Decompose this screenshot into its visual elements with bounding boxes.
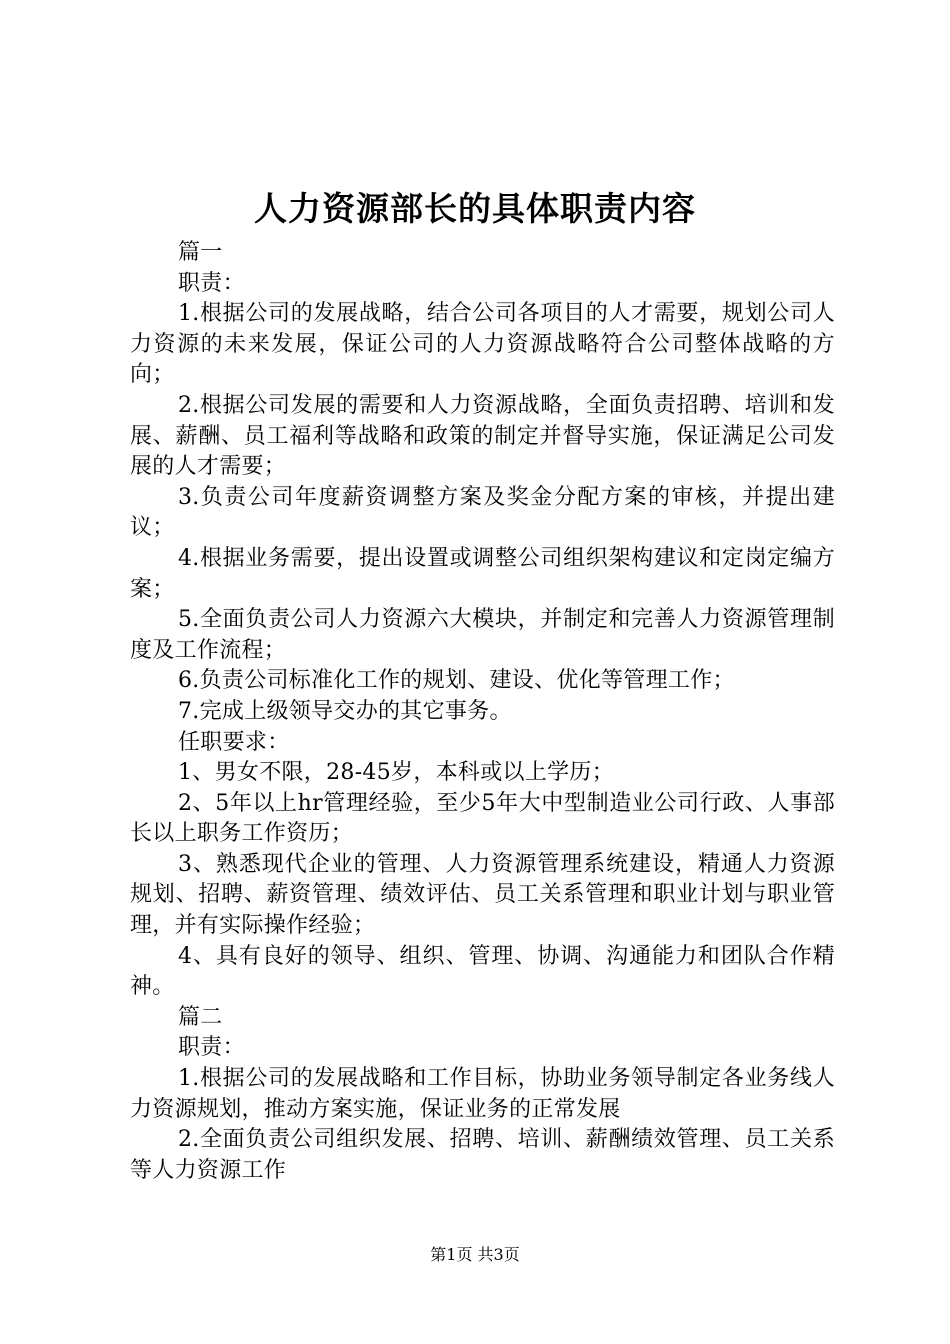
- document-title: 人力资源部长的具体职责内容: [254, 189, 696, 228]
- paragraph: 2、5年以上hr管理经验，至少5年大中型制造业公司行政、人事部长以上职务工作资历；: [130, 790, 835, 847]
- duties-heading-2: 职责：: [178, 1035, 245, 1061]
- page-footer: 第1页 共3页: [430, 1245, 520, 1264]
- paragraph: 2.根据公司发展的需要和人力资源战略，全面负责招聘、培训和发展、薪酬、员工福利等战略和政策的制定并督导实施，保证满足公司发展的人才需要；: [130, 392, 835, 480]
- paragraph: 7.完成上级领导交办的其它事务。: [178, 698, 512, 724]
- paragraph: 1、男女不限，28-45岁，本科或以上学历；: [178, 760, 615, 786]
- paragraph: 4.根据业务需要，提出设置或调整公司组织架构建议和定岗定编方案；: [130, 545, 835, 602]
- section-heading-2: 篇二: [178, 1004, 223, 1030]
- section-heading-1: 篇一: [178, 240, 223, 265]
- duties-heading-1: 职责：: [178, 270, 245, 296]
- paragraph: 1.根据公司的发展战略，结合公司各项目的人才需要，规划公司人力资源的未来发展，保证公司的人力资源战略符合公司整体战略的方向；: [130, 301, 835, 388]
- requirements-heading: 任职要求：: [178, 729, 290, 755]
- paragraph: 5.全面负责公司人力资源六大模块，并制定和完善人力资源管理制度及工作流程；: [130, 607, 835, 663]
- paragraph: 2.全面负责公司组织发展、招聘、培训、薪酬绩效管理、员工关系等人力资源工作: [130, 1127, 835, 1183]
- paragraph: 6.负责公司标准化工作的规划、建设、优化等管理工作；: [178, 668, 735, 694]
- paragraph: 4、具有良好的领导、组织、管理、协调、沟通能力和团队合作精神。: [130, 943, 835, 1000]
- paragraph: 3、熟悉现代企业的管理、人力资源管理系统建设，精通人力资源规划、招聘、薪资管理、绩效评估、员工关系管理和职业计划与职业管理，并有实际操作经验；: [130, 851, 835, 939]
- paragraph: 1.根据公司的发展战略和工作目标，协助业务领导制定各业务线人力资源规划，推动方案实施，保证业务的正常发展: [130, 1066, 835, 1122]
- document-body: [130, 238, 835, 1186]
- paragraph: 3.负责公司年度薪资调整方案及奖金分配方案的审核，并提出建议；: [130, 484, 835, 541]
